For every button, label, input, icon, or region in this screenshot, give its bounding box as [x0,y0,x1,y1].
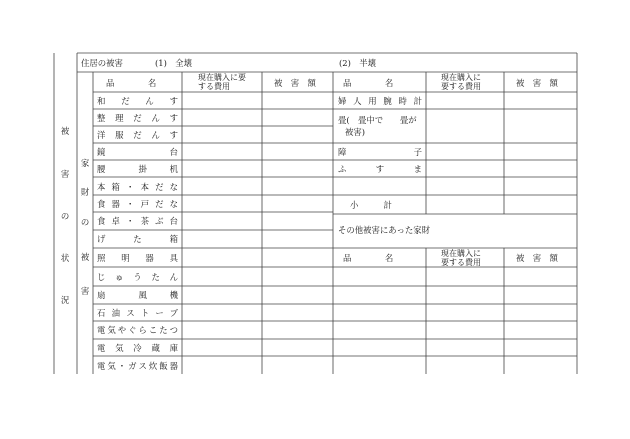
header-purchase-cost-lower: 現在購入に 要する費用 [441,249,481,267]
header-damage-amount-right: 被 害 額 [516,78,558,88]
list-item: 電気やぐらこたつ [97,325,178,335]
side-label-char: 況 [60,295,70,305]
header-damage-amount-lower: 被 害 額 [516,253,558,263]
list-item: げ た 箱 [97,234,178,244]
group-label-char: 家 [80,158,90,168]
other-items-label: その他被害にあった家財 [338,225,431,235]
list-item: 鏡 台 [97,147,178,157]
list-item: 食器・戸だな [97,199,178,209]
header-purchase-cost-right: 現在購入に 要する費用 [441,73,481,91]
side-label-char: 状 [60,253,70,263]
list-item: 本箱・本だな [97,182,178,192]
header-item-name-right: 品 名 [343,78,394,88]
section-title: 住居の被害 [81,58,123,68]
list-item: 障 子 [338,147,422,157]
list-item: 照 明 器 具 [97,253,178,263]
list-item: ふ す ま [338,164,422,174]
list-item: 扇 風 機 [97,290,178,300]
subtotal-label: 小 計 [350,200,392,210]
group-label-char: 被 [80,252,90,262]
list-item: 畳( 畳中で 畳が [338,115,417,125]
group-label-char: 害 [80,286,90,296]
header-damage-amount: 被 害 額 [274,78,316,88]
list-item: じゅうたん [97,272,178,282]
header-purchase-cost: 現在購入に要 する費用 [198,73,246,91]
list-item-note: 被害) [345,127,366,137]
list-item: 洋 服 だ ん す [97,130,178,140]
list-item: 整 理 だ ん す [97,113,178,123]
list-item: 腰 掛 机 [97,164,178,174]
list-item: 食卓・茶ぶ台 [97,216,178,226]
list-item: 石油ストーブ [97,308,178,318]
side-label-char: 被 [60,126,70,136]
header-item-name: 品 名 [106,78,157,88]
list-item: 婦人用腕時計 [338,96,422,106]
header-item-name-lower: 品 名 [343,253,394,263]
list-item: 和 だ ん す [97,96,178,106]
group-label-char: の [80,217,90,227]
option-half-destruction: (2) 半壊 [339,58,376,68]
group-label-char: 財 [80,187,90,197]
side-label-char: の [60,211,70,221]
side-label-char: 害 [60,169,70,179]
list-item: 電気・ガス炊飯器 [97,361,178,371]
list-item: 電 気 冷 蔵 庫 [97,343,178,353]
option-full-destruction: (1) 全壊 [155,58,192,68]
